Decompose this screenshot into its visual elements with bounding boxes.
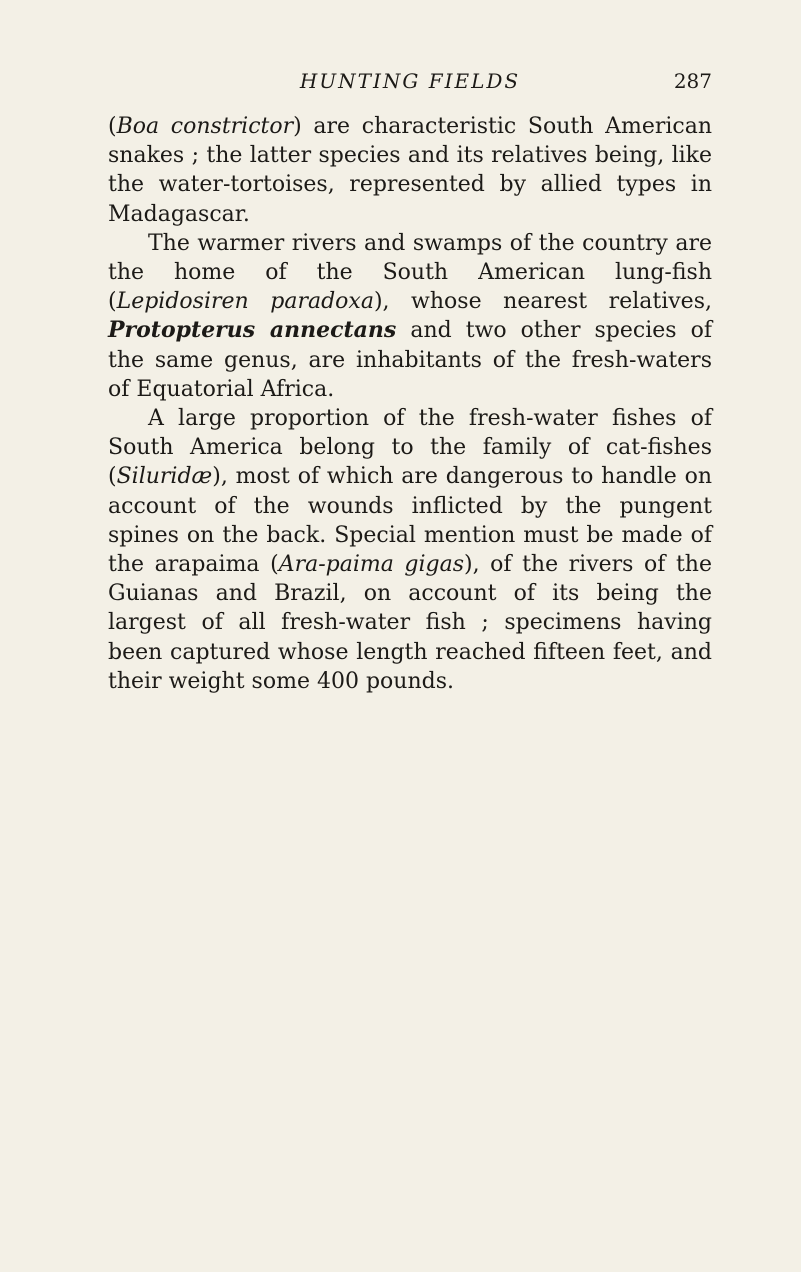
page-number: 287: [673, 69, 712, 93]
running-head: [108, 66, 712, 96]
text-run: ) are characteristic South American snakes ; the latter species and its relatives being, like the water-tortoises, represented by allied types in Madagascar.: [108, 114, 712, 227]
text-run: The warmer rivers and swamps of the country are the home of the South American lung-fish (: [108, 230, 712, 315]
running-title: HUNTING FIELDS: [299, 69, 521, 93]
italic-species-name: Ara-paima gigas: [278, 552, 465, 578]
text-run: ), most of which are dangerous to handle on account of the wounds inflicted by the pungent spines on the back. Special mention must be made of the arapaima (: [108, 464, 712, 578]
text-run: ), whose nearest relatives,: [373, 289, 712, 315]
paragraph-lung-fish: [108, 229, 712, 404]
body-text: [108, 112, 712, 696]
italic-species-name: Boa constrictor: [116, 114, 294, 139]
text-run: ), of the rivers of the Guianas and Brazil, on account of its being the largest of all fresh-water fish ; specimens having been captured whose length reached fifteen feet, and their weight some 400 pounds.: [108, 552, 712, 694]
paragraph-cat-fishes: [108, 404, 712, 696]
italic-species-name: Lepidosiren paradoxa: [116, 289, 374, 315]
italic-species-name: Siluridæ: [116, 464, 213, 490]
paragraph-boa-constrictor: [108, 112, 712, 229]
text-run: A large proportion of the fresh-water fishes of South America belong to the family of cat-fishes (: [108, 406, 712, 490]
text-run: and two other species of the same genus, are inhabitants of the fresh-waters of Equatorial Africa.: [108, 318, 712, 402]
bold-italic-species-name: Protopterus annectans: [108, 317, 397, 344]
text-run: (: [108, 114, 117, 139]
